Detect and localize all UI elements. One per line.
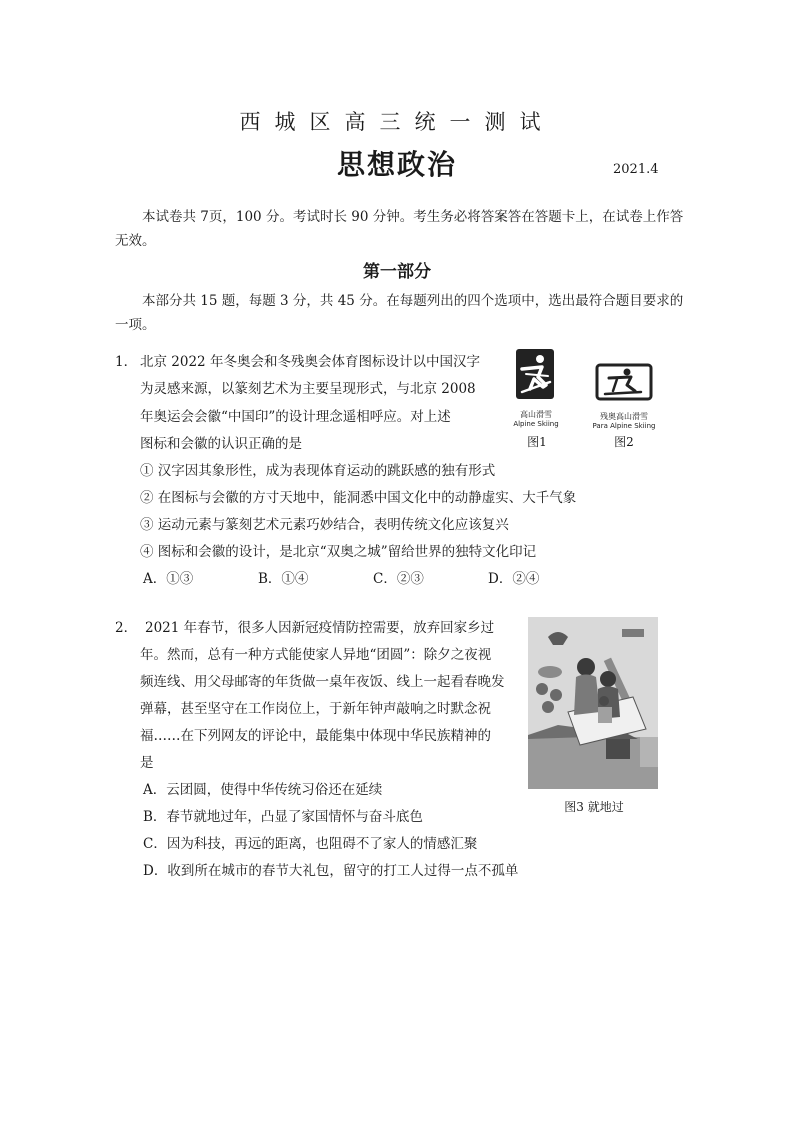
q1-statement: ① 汉字因其象形性，成为表现体育运动的跳跃感的独有形式 <box>140 463 496 479</box>
figure-2-caption-en: Para Alpine Skiing <box>592 422 656 430</box>
q2-option-b[interactable]: B．春节就地过年，凸显了家国情怀与奋斗底色 <box>143 809 423 825</box>
q2-option-d[interactable]: D．收到所在城市的春节大礼包，留守的打工人过得一点不孤单 <box>143 863 519 879</box>
figure-3 <box>528 617 658 789</box>
exam-title: 思想政治 <box>336 148 457 181</box>
q1-stem-line: 为灵感来源，以篆刻艺术为主要呈现形式，与北京 2008 <box>140 381 476 397</box>
exam-subtitle: 西城区高三统一测试 <box>239 110 555 134</box>
exam-date: 2021.4 <box>613 162 659 177</box>
q2-stem-line: 是 <box>140 755 154 771</box>
q1-choice-a[interactable]: A．①③ <box>143 571 194 587</box>
section-note: 本部分共 15 题，每题 3 分，共 45 分。在每题列出的四个选项中，选出最符合题目要求的一项。 <box>115 293 684 333</box>
q2-stem-line: 频连线、用父母邮寄的年货做一桌年夜饭、线上一起看春晚发 <box>140 674 505 690</box>
q1-stem-line: 北京 2022 年冬奥会和冬残奥会体育图标设计以中国汉字 <box>140 354 480 370</box>
q1-statement: ③ 运动元素与篆刻艺术元素巧妙结合，表明传统文化应该复兴 <box>140 517 509 533</box>
figure-1 <box>508 346 564 432</box>
figure-2-caption-cn: 残奥高山滑雪 <box>600 412 648 421</box>
q1-statement: ② 在图标与会徽的方寸天地中，能洞悉中国文化中的动静虚实、大千气象 <box>140 490 577 506</box>
q1-choices <box>143 567 603 587</box>
figure-1-label: 图1 <box>527 435 547 449</box>
alpine-skiing-icon <box>508 346 564 404</box>
q1-stem-line: 年奥运会会徽“中国印”的设计理念遥相呼应。对上述 <box>140 409 451 425</box>
family-reunion-illustration <box>528 617 658 789</box>
q2-stem-line: 2021 年春节，很多人因新冠疫情防控需要，放弃回家乡过 <box>145 620 495 636</box>
q1-choice-b[interactable]: B．①④ <box>258 571 309 587</box>
figure-2-label: 图2 <box>614 435 634 449</box>
q2-stem-line: 年。然而，总有一种方式能使家人异地“团圆”：除夕之夜视 <box>140 647 492 663</box>
q2-option-a[interactable]: A．云团圆，使得中华传统习俗还在延续 <box>143 782 383 798</box>
q1-number: 1． <box>115 354 138 370</box>
q2-option-c[interactable]: C．因为科技，再远的距离，也阻碍不了家人的情感汇聚 <box>143 836 478 852</box>
figure-1-caption-en: Alpine Skiing <box>513 420 559 428</box>
q1-stem-line: 图标和会徽的认识正确的是 <box>140 436 302 452</box>
figure-1-caption-cn: 高山滑雪 <box>520 410 552 419</box>
figure-2 <box>587 361 661 433</box>
q2-stem-line: 弹幕，甚至坚守在工作岗位上，于新年钟声敲响之时默念祝 <box>140 701 491 717</box>
q2-number: 2． <box>115 620 138 636</box>
q2-stem-line: 福……在下列网友的评论中，最能集中体现中华民族精神的 <box>140 728 491 744</box>
para-alpine-skiing-icon <box>587 361 661 403</box>
q1-choice-c[interactable]: C．②③ <box>373 571 424 587</box>
exam-instructions: 本试卷共 7页，100 分。考试时长 90 分钟。考生务必将答案答在答题卡上，在试卷上作答无效。 <box>115 209 684 249</box>
q1-statement: ④ 图标和会徽的设计，是北京“双奥之城”留给世界的独特文化印记 <box>140 544 537 560</box>
figure-3-label: 图3 就地过 <box>564 800 624 814</box>
section-title: 第一部分 <box>363 262 431 282</box>
q1-choice-d[interactable]: D．②④ <box>488 571 540 587</box>
